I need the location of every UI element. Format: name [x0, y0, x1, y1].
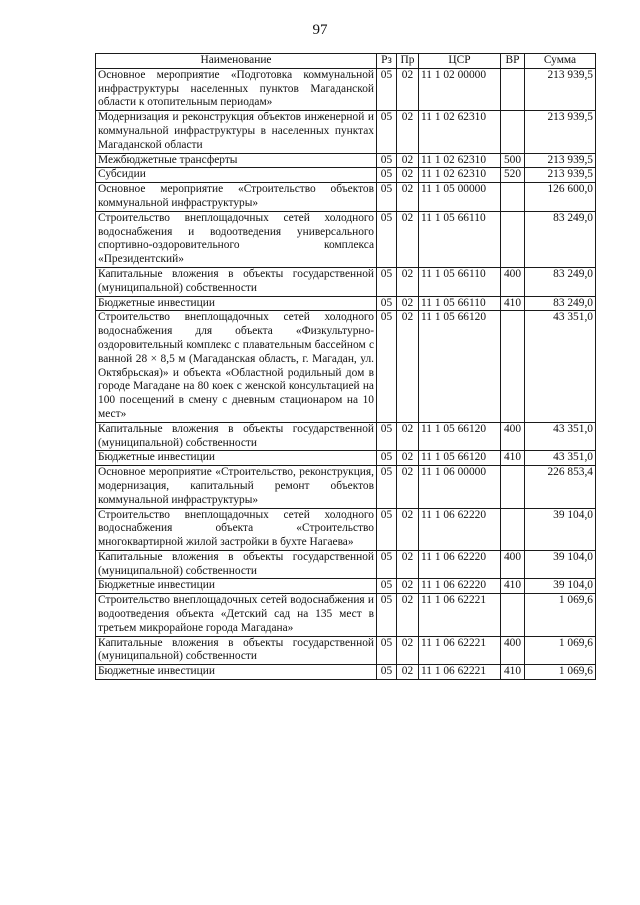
row-csr: 11 1 05 66110	[419, 211, 501, 267]
row-vr	[501, 466, 525, 508]
row-pr: 02	[397, 466, 419, 508]
row-sum: 1 069,6	[525, 636, 596, 665]
row-sum: 126 600,0	[525, 183, 596, 212]
row-name: Основное мероприятие «Подготовка коммунальной инфраструктуры населенных пунктов Магаданской области к отопительным периодам»	[96, 68, 377, 110]
row-rz: 05	[377, 183, 397, 212]
row-vr	[501, 68, 525, 110]
row-csr: 11 1 06 62221	[419, 665, 501, 680]
row-sum: 83 249,0	[525, 267, 596, 296]
row-sum: 213 939,5	[525, 111, 596, 153]
row-rz: 05	[377, 466, 397, 508]
row-vr	[501, 508, 525, 550]
header-vr: ВР	[501, 54, 525, 69]
row-rz: 05	[377, 111, 397, 153]
row-sum: 1 069,6	[525, 665, 596, 680]
budget-table	[95, 53, 596, 680]
row-rz: 05	[377, 579, 397, 594]
table-row	[96, 296, 596, 311]
row-pr: 02	[397, 594, 419, 636]
row-rz: 05	[377, 550, 397, 579]
row-rz: 05	[377, 665, 397, 680]
row-sum: 43 351,0	[525, 451, 596, 466]
table-row	[96, 111, 596, 153]
row-csr: 11 1 06 62221	[419, 636, 501, 665]
header-row	[96, 54, 596, 69]
row-csr: 11 1 06 62220	[419, 550, 501, 579]
table-row	[96, 211, 596, 267]
row-vr: 520	[501, 168, 525, 183]
row-sum: 226 853,4	[525, 466, 596, 508]
table-row	[96, 311, 596, 422]
row-sum: 213 939,5	[525, 153, 596, 168]
row-pr: 02	[397, 296, 419, 311]
row-rz: 05	[377, 211, 397, 267]
row-rz: 05	[377, 296, 397, 311]
table-row	[96, 168, 596, 183]
header-sum: Сумма	[525, 54, 596, 69]
row-vr: 500	[501, 153, 525, 168]
row-sum: 83 249,0	[525, 296, 596, 311]
row-csr: 11 1 05 66120	[419, 422, 501, 451]
table-row	[96, 267, 596, 296]
row-rz: 05	[377, 594, 397, 636]
row-sum: 213 939,5	[525, 168, 596, 183]
row-pr: 02	[397, 451, 419, 466]
row-name: Строительство внеплощадочных сетей водоснабжения и водоотведения объекта «Детский сад на 135 мест в третьем микрорайоне города Магадана»	[96, 594, 377, 636]
row-rz: 05	[377, 508, 397, 550]
row-pr: 02	[397, 183, 419, 212]
row-csr: 11 1 06 62221	[419, 594, 501, 636]
row-name: Капитальные вложения в объекты государственной (муниципальной) собственности	[96, 267, 377, 296]
row-csr: 11 1 06 62220	[419, 508, 501, 550]
row-pr: 02	[397, 168, 419, 183]
header-pr: Пр	[397, 54, 419, 69]
row-vr: 400	[501, 267, 525, 296]
row-vr	[501, 111, 525, 153]
row-vr	[501, 211, 525, 267]
row-name: Модернизация и реконструкция объектов инженерной и коммунальной инфраструктуры в населенных пунктах Магаданской области	[96, 111, 377, 153]
row-name: Строительство внеплощадочных сетей холодного водоснабжения для объекта «Физкультурно-оздоровительный комплекс с плавательным бассейном с ванной 28 × 8,5 м (Магаданская область, г. Магадан, ул. Октябрьская)» и объекта «Областной родильный дом в городе Магадане на 80 коек с женской консультацией на 100 посещений в смену с дневным стационаром на 10 мест»	[96, 311, 377, 422]
table-header	[96, 54, 596, 69]
row-name: Строительство внеплощадочных сетей холодного водоснабжения объекта «Строительство многоквартирной жилой застройки в бухте Нагаева»	[96, 508, 377, 550]
table-row	[96, 579, 596, 594]
row-csr: 11 1 05 66120	[419, 311, 501, 422]
row-name: Капитальные вложения в объекты государственной (муниципальной) собственности	[96, 636, 377, 665]
row-pr: 02	[397, 550, 419, 579]
table-row	[96, 68, 596, 110]
row-name: Основное мероприятие «Строительство объектов коммунальной инфраструктуры»	[96, 183, 377, 212]
row-csr: 11 1 02 62310	[419, 168, 501, 183]
table-row	[96, 550, 596, 579]
row-pr: 02	[397, 665, 419, 680]
row-vr: 400	[501, 422, 525, 451]
row-pr: 02	[397, 579, 419, 594]
row-csr: 11 1 02 62310	[419, 111, 501, 153]
row-name: Межбюджетные трансферты	[96, 153, 377, 168]
table-row	[96, 508, 596, 550]
row-rz: 05	[377, 68, 397, 110]
row-name: Бюджетные инвестиции	[96, 579, 377, 594]
row-name: Субсидии	[96, 168, 377, 183]
row-pr: 02	[397, 508, 419, 550]
row-pr: 02	[397, 422, 419, 451]
row-pr: 02	[397, 267, 419, 296]
table-row	[96, 183, 596, 212]
table-row	[96, 422, 596, 451]
row-name: Бюджетные инвестиции	[96, 451, 377, 466]
row-rz: 05	[377, 267, 397, 296]
row-vr	[501, 594, 525, 636]
row-name: Основное мероприятие «Строительство, реконструкция, модернизация, капитальный ремонт объектов коммунальной инфраструктуры»	[96, 466, 377, 508]
row-name: Капитальные вложения в объекты государственной (муниципальной) собственности	[96, 422, 377, 451]
row-csr: 11 1 05 00000	[419, 183, 501, 212]
table-row	[96, 153, 596, 168]
table-row	[96, 636, 596, 665]
row-vr: 410	[501, 451, 525, 466]
row-vr: 400	[501, 550, 525, 579]
row-vr: 400	[501, 636, 525, 665]
row-sum: 43 351,0	[525, 422, 596, 451]
header-name: Наименование	[96, 54, 377, 69]
row-pr: 02	[397, 211, 419, 267]
row-name: Бюджетные инвестиции	[96, 296, 377, 311]
row-rz: 05	[377, 451, 397, 466]
row-vr: 410	[501, 665, 525, 680]
row-vr	[501, 183, 525, 212]
row-csr: 11 1 05 66110	[419, 296, 501, 311]
row-csr: 11 1 05 66110	[419, 267, 501, 296]
page-number: 97	[312, 22, 328, 38]
table-row	[96, 451, 596, 466]
row-csr: 11 1 02 00000	[419, 68, 501, 110]
row-csr: 11 1 05 66120	[419, 451, 501, 466]
row-sum: 43 351,0	[525, 311, 596, 422]
row-name: Бюджетные инвестиции	[96, 665, 377, 680]
row-sum: 1 069,6	[525, 594, 596, 636]
row-pr: 02	[397, 68, 419, 110]
row-pr: 02	[397, 311, 419, 422]
row-vr	[501, 311, 525, 422]
row-rz: 05	[377, 311, 397, 422]
header-csr: ЦСР	[419, 54, 501, 69]
table-row	[96, 665, 596, 680]
row-sum: 213 939,5	[525, 68, 596, 110]
row-name: Капитальные вложения в объекты государственной (муниципальной) собственности	[96, 550, 377, 579]
row-sum: 39 104,0	[525, 579, 596, 594]
row-vr: 410	[501, 296, 525, 311]
row-csr: 11 1 06 62220	[419, 579, 501, 594]
row-sum: 39 104,0	[525, 508, 596, 550]
row-csr: 11 1 06 00000	[419, 466, 501, 508]
row-pr: 02	[397, 153, 419, 168]
row-sum: 39 104,0	[525, 550, 596, 579]
table-row	[96, 594, 596, 636]
table-row	[96, 466, 596, 508]
row-vr: 410	[501, 579, 525, 594]
row-rz: 05	[377, 153, 397, 168]
header-rz: Рз	[377, 54, 397, 69]
table-body	[96, 68, 596, 679]
row-name: Строительство внеплощадочных сетей холодного водоснабжения и водоотведения универсального спортивно-оздоровительного комплекса «Президентский»	[96, 211, 377, 267]
row-sum: 83 249,0	[525, 211, 596, 267]
row-rz: 05	[377, 422, 397, 451]
row-rz: 05	[377, 636, 397, 665]
row-csr: 11 1 02 62310	[419, 153, 501, 168]
row-pr: 02	[397, 636, 419, 665]
row-pr: 02	[397, 111, 419, 153]
row-rz: 05	[377, 168, 397, 183]
